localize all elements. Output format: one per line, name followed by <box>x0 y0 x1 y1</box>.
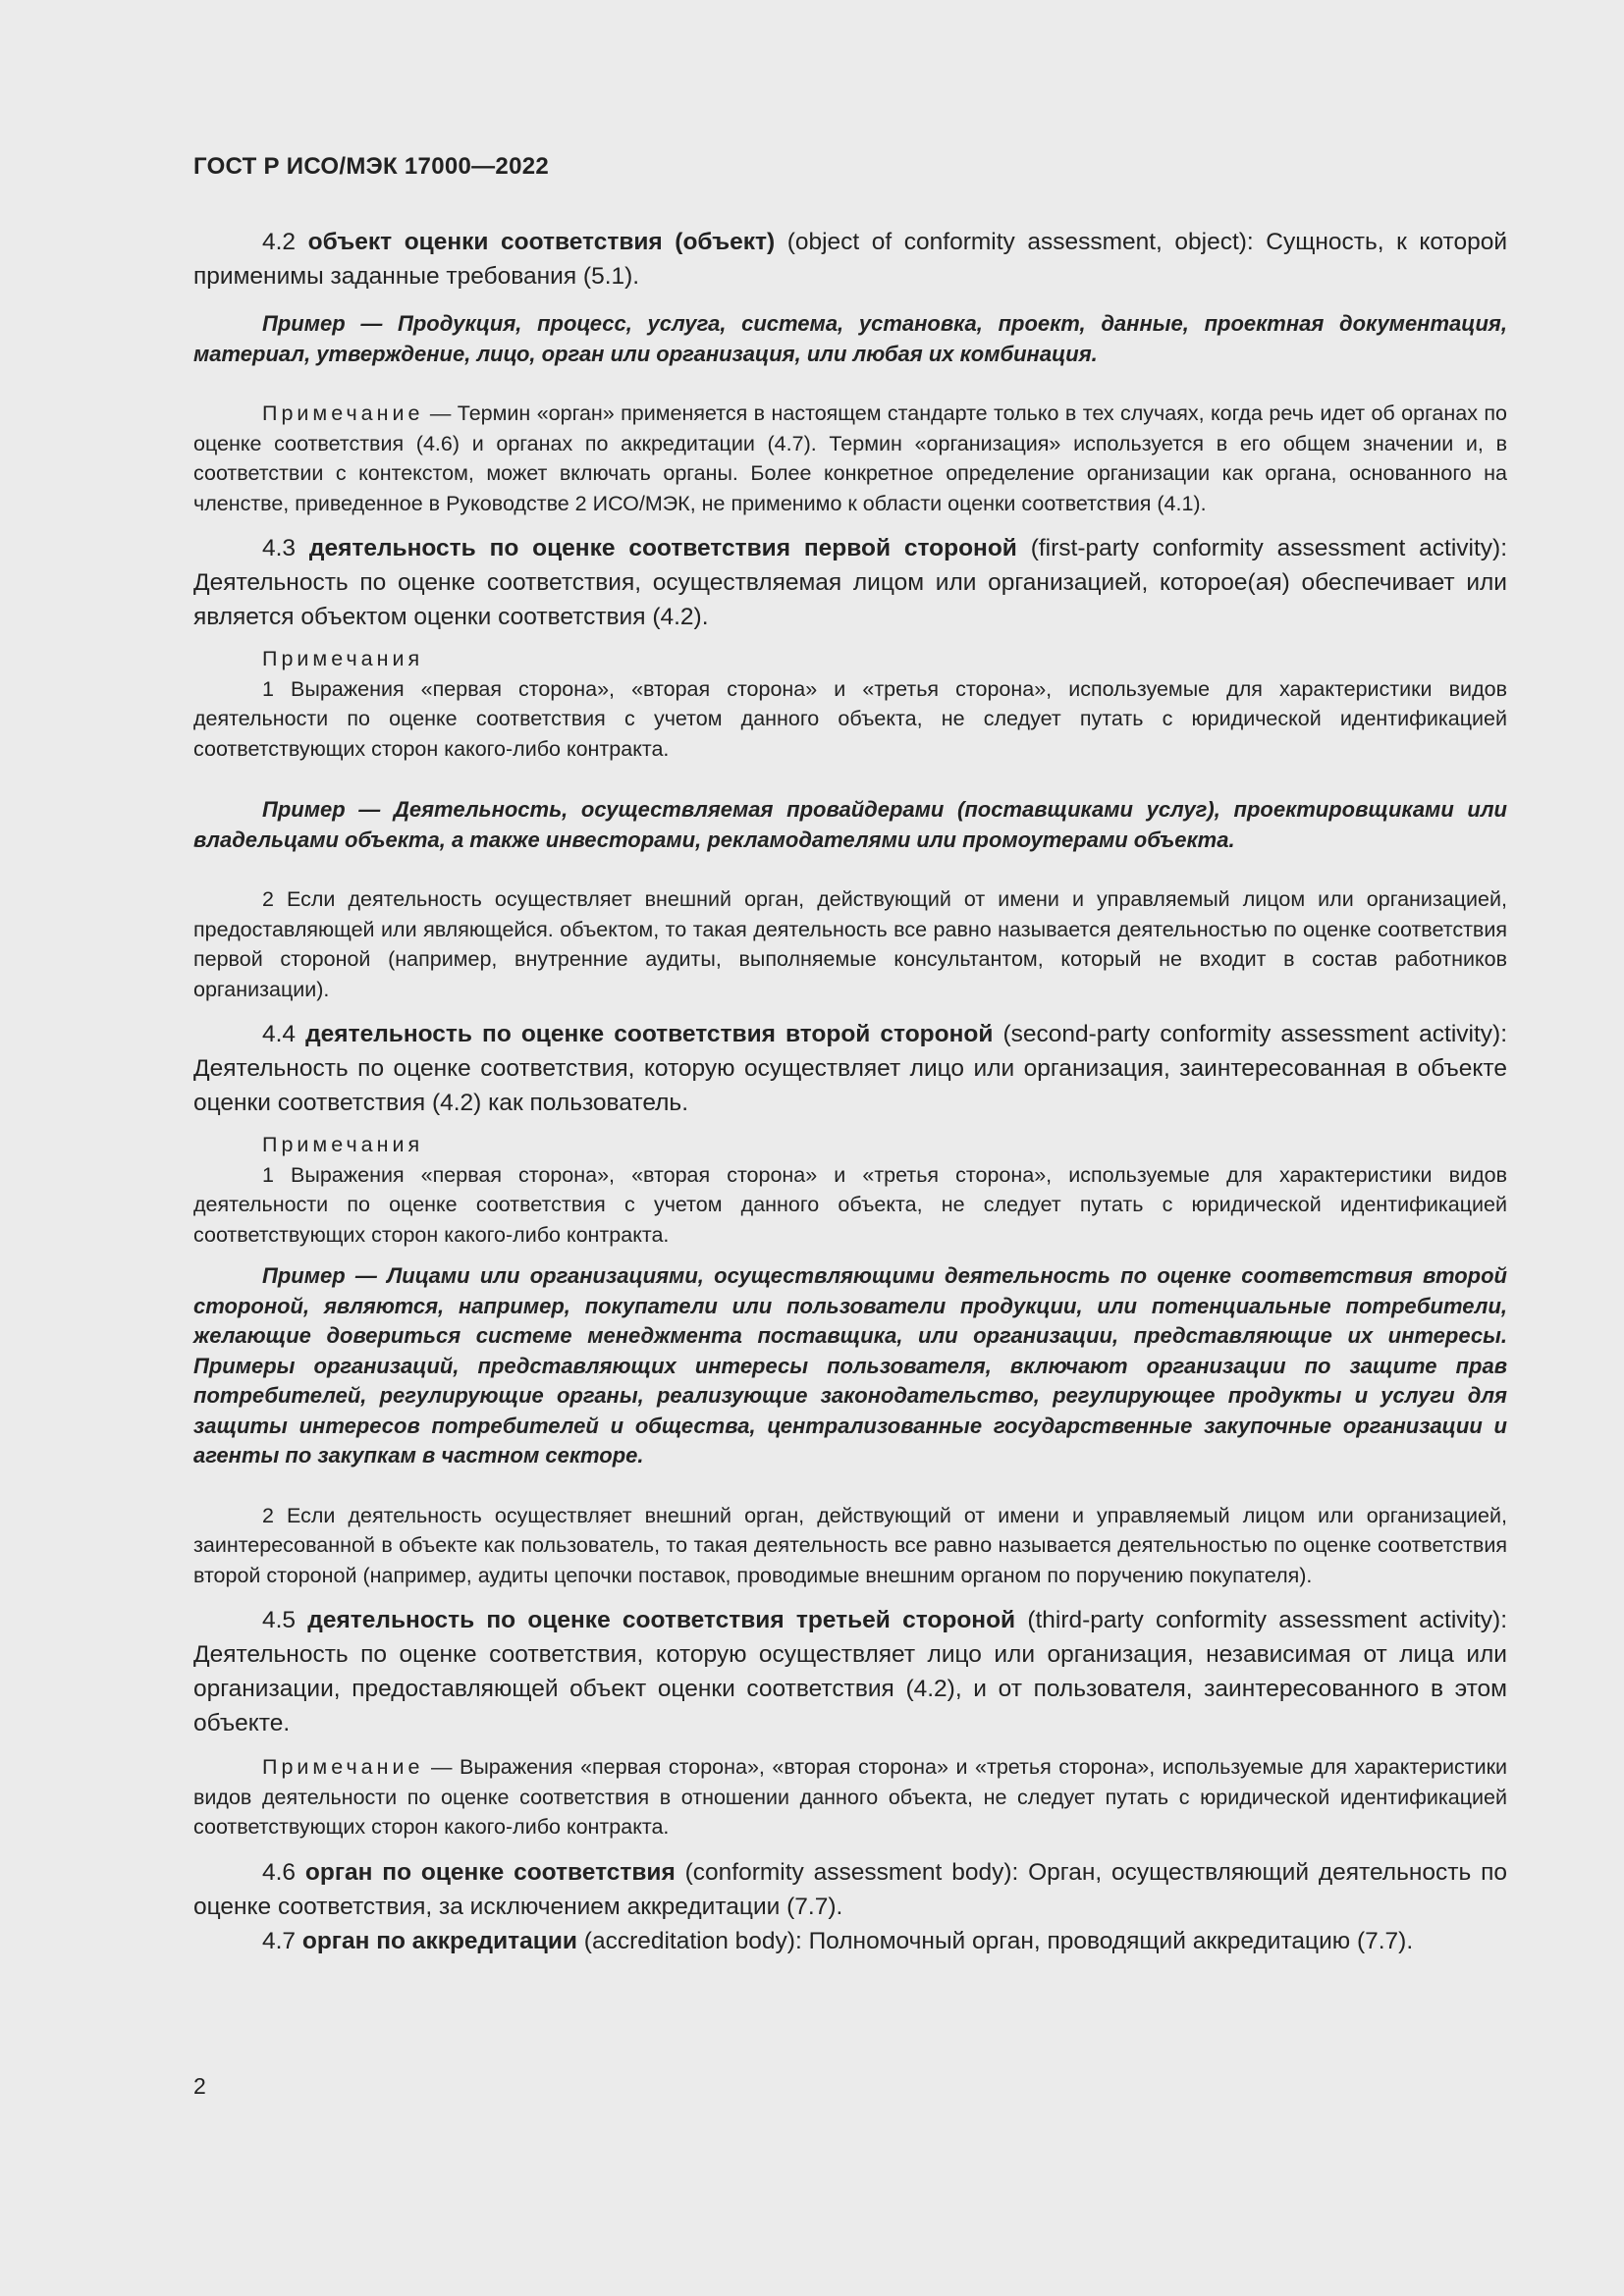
example-4-4: Пример — Лицами или организациями, осуществляющими деятельность по оценке соответствия второй стороной, являются, например, покупатели или пользователи продукции, или потенциальные потребители, желающие довериться системе менеджмента поставщика, или организации, представляющие их интересы. Примеры организаций, представляющих интересы пользователя, включают организации по защите прав потребителей, регулирующие органы, реализующие законодательство, регулирующее продукты и услуги для защиты интересов потребителей и общества, централизованные государственные закупочные организации и агенты по закупкам в частном секторе. <box>193 1263 1507 1468</box>
term-4-7 <box>193 1924 1507 1958</box>
notes-label-4-3: Примечания <box>262 647 424 670</box>
note-4-5 <box>193 1752 1507 1842</box>
term-4-5 <box>193 1603 1507 1740</box>
example-4-3: Пример — Деятельность, осуществляемая провайдерами (поставщиками услуг), проектировщиками или владельцами объекта, а также инвесторами, рекламодателями или промоутерами объекта. <box>193 797 1507 852</box>
term-4-6 <box>193 1855 1507 1924</box>
term-name: объект оценки соответствия (объект) <box>307 229 776 255</box>
clause-number: 4.7 <box>262 1927 297 1954</box>
term-name: деятельность по оценке соответствия второй стороной <box>305 1021 994 1047</box>
term-definition: (first-party conformity assessment activity): Деятельность по оценке соответствия, осуществляемая лицом или организацией, которое(ая) обеспечивает или является объектом оценки соответствия (4.2). <box>193 535 1507 630</box>
note-text: — Выражения «первая сторона», «вторая сторона» и «третья сторона», используемые для характеристики видов деятельности по оценке соответствия в отношении данного объекта, не следует путать с юридической идентификацией соответствующих сторон какого-либо контракта. <box>193 1755 1507 1839</box>
clause-number: 4.3 <box>262 535 297 561</box>
term-definition: (second-party conformity assessment activity): Деятельность по оценке соответствия, которую осуществляет лицо или организация, заинтересованная в объекте оценки соответствия (4.2) как пользователь. <box>193 1021 1507 1116</box>
term-definition: (object of conformity assessment, object): Сущность, к которой применимы заданные требования (5.1). <box>193 229 1508 290</box>
page-number: 2 <box>193 2073 206 2099</box>
note-text: — Термин «орган» применяется в настоящем стандарте только в тех случаях, когда речь идет об органах по оценке соответствия (4.6) и органах по аккредитации (4.7). Термин «организация» используется в его общем значении и, в соответствии с контекстом, может включать органы. Более конкретное определение организации как органа, основанного на членстве, приведенное в Руководстве 2 ИСО/МЭК, не применимо к области оценки соответствия (4.1). <box>193 401 1507 515</box>
clause-number: 4.5 <box>262 1607 297 1633</box>
term-name: орган по оценке соответствия <box>304 1858 676 1886</box>
clause-number: 4.2 <box>262 229 297 255</box>
note1-4-3: 1 Выражения «первая сторона», «вторая сторона» и «третья сторона», используемые для характеристики видов деятельности по оценке соответствия с учетом данного объекта, не следует путать с юридической идентификацией соответствующих сторон какого-либо контракта. <box>193 676 1507 761</box>
term-definition: (third-party conformity assessment activity): Деятельность по оценке соответствия, которую осуществляет лицо или организация, независимая от лица или организации, предоставляющей объект оценки соответствия (4.2), и от пользователя, заинтересованного в этом объекте. <box>193 1607 1508 1736</box>
term-definition: (conformity assessment body): Орган, осуществляющий деятельность по оценке соответствия, за исключением аккредитации (7.7). <box>193 1858 1507 1920</box>
note-4-2 <box>193 399 1507 518</box>
clause-number: 4.6 <box>262 1858 297 1886</box>
note-label: Примечание <box>262 1755 424 1779</box>
term-name: деятельность по оценке соответствия первой стороной <box>308 535 1017 561</box>
example-4-2: Пример — Продукция, процесс, услуга, система, установка, проект, данные, проектная документация, материал, утверждение, лицо, орган или организация, или любая их комбинация. <box>193 311 1507 366</box>
notes-label-4-4: Примечания <box>262 1133 424 1156</box>
page-content <box>193 225 1507 1958</box>
term-4-4 <box>193 1017 1507 1120</box>
note-label: Примечание <box>262 401 424 425</box>
term-4-2 <box>193 225 1507 294</box>
term-name: деятельность по оценке соответствия третьей стороной <box>307 1607 1016 1633</box>
note2-4-3: 2 Если деятельность осуществляет внешний орган, действующий от имени и управляемый лицом или организацией, предоставляющей или являющейся. объектом, то такая деятельность все равно называется деятельностью по оценке соответствия первой стороной (например, внутренние аудиты, выполняемые консультантом, который не входит в состав работников организации). <box>193 887 1507 1001</box>
term-definition: (accreditation body): Полномочный орган, проводящий аккредитацию (7.7). <box>576 1927 1414 1954</box>
clause-number: 4.4 <box>262 1021 297 1047</box>
note1-4-4: 1 Выражения «первая сторона», «вторая сторона» и «третья сторона», используемые для характеристики видов деятельности по оценке соответствия с учетом данного объекта, не следует путать с юридической идентификацией соответствующих сторон какого-либо контракта. <box>193 1162 1507 1247</box>
document-header: ГОСТ Р ИСО/МЭК 17000—2022 <box>193 153 550 180</box>
note2-4-4: 2 Если деятельность осуществляет внешний орган, действующий от имени и управляемый лицом или организацией, заинтересованной в объекте как пользователь, то такая деятельность все равно называется деятельностью по оценке соответствия второй стороной (например, аудиты цепочки поставок, проводимые внешним органом по поручению покупателя). <box>193 1503 1507 1587</box>
term-name: орган по аккредитации <box>301 1927 577 1954</box>
term-4-3 <box>193 531 1507 634</box>
